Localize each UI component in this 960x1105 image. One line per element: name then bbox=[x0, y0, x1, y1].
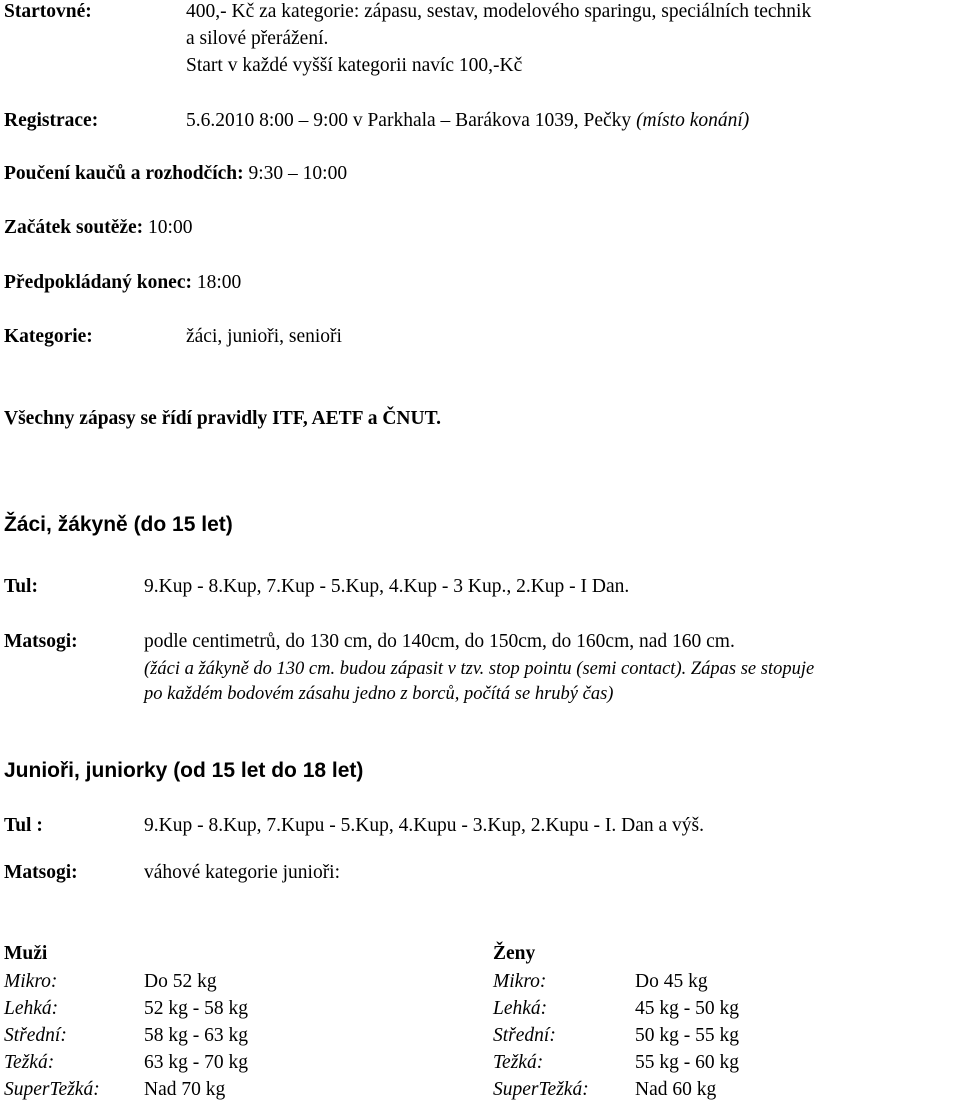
pouceni-line bbox=[4, 162, 347, 186]
kategorie-label: Kategorie: bbox=[4, 326, 93, 347]
muzi-row-value: 63 kg - 70 kg bbox=[144, 1052, 248, 1073]
juniori-tul-value: 9.Kup - 8.Kup, 7.Kupu - 5.Kup, 4.Kupu - 3.Kup, 2.Kupu - I. Dan a výš. bbox=[144, 815, 705, 836]
muzi-row-name: Težká: bbox=[4, 1052, 55, 1073]
zeny-row-value: 45 kg - 50 kg bbox=[635, 998, 739, 1019]
zaci-matsogi-label: Matsogi: bbox=[4, 631, 78, 652]
zacatek-label: Začátek soutěže: bbox=[4, 217, 144, 238]
muzi-row-name: Mikro: bbox=[4, 971, 58, 992]
muzi-row-value: 52 kg - 58 kg bbox=[144, 998, 248, 1019]
konec-label: Předpokládaný konec: bbox=[4, 272, 192, 293]
registrace-label: Registrace: bbox=[4, 110, 99, 131]
registrace-value: 5.6.2010 8:00 – 9:00 v Parkhala – Barákova 1039, Pečky bbox=[186, 110, 632, 131]
konec-value: 18:00 bbox=[196, 272, 242, 293]
zaci-note-1: (žáci a žákyně do 130 cm. budou zápasit v tzv. stop pointu (semi contact). Zápas se stopuje bbox=[144, 659, 815, 679]
zeny-row-name: Střední: bbox=[493, 1025, 556, 1046]
zeny-row-value: 55 kg - 60 kg bbox=[635, 1052, 739, 1073]
pravidla-text: Všechny zápasy se řídí pravidly ITF, AETF a ČNUT. bbox=[4, 408, 441, 429]
konec-line bbox=[4, 271, 241, 295]
pouceni-value: 9:30 – 10:00 bbox=[248, 163, 348, 184]
startovne-line-3: Start v každé vyšší kategorii navíc 100,-Kč bbox=[186, 55, 523, 76]
registrace-line bbox=[186, 109, 749, 133]
juniori-heading: Junioři, juniorky (od 15 let do 18 let) bbox=[4, 759, 364, 782]
zeny-row-name: Lehká: bbox=[493, 998, 548, 1019]
muzi-row-name: Lehká: bbox=[4, 998, 59, 1019]
zeny-row-name: Težká: bbox=[493, 1052, 544, 1073]
zaci-tul-label: Tul: bbox=[4, 576, 38, 597]
muzi-row-value: 58 kg - 63 kg bbox=[144, 1025, 248, 1046]
zeny-heading: Ženy bbox=[493, 943, 536, 964]
pouceni-label: Poučení kaučů a rozhodčích: bbox=[4, 163, 244, 184]
juniori-tul-label: Tul : bbox=[4, 815, 43, 836]
juniori-matsogi-value: váhové kategorie junioři: bbox=[144, 862, 341, 883]
kategorie-value: žáci, junioři, senioři bbox=[186, 326, 342, 347]
zacatek-line bbox=[4, 216, 192, 240]
startovne-label: Startovné: bbox=[4, 1, 92, 22]
muzi-row-name: SuperTežká: bbox=[4, 1079, 100, 1100]
startovne-line-2: a silové přerážení. bbox=[186, 28, 329, 49]
zeny-row-name: Mikro: bbox=[493, 971, 547, 992]
muzi-row-name: Střední: bbox=[4, 1025, 67, 1046]
zaci-heading: Žáci, žákyně (do 15 let) bbox=[4, 513, 233, 536]
zeny-row-name: SuperTežká: bbox=[493, 1079, 589, 1100]
registrace-note: (místo konání) bbox=[636, 110, 750, 131]
zeny-row-value: 50 kg - 55 kg bbox=[635, 1025, 739, 1046]
zacatek-value: 10:00 bbox=[148, 217, 193, 238]
juniori-matsogi-label: Matsogi: bbox=[4, 862, 78, 883]
zaci-tul-value: 9.Kup - 8.Kup, 7.Kup - 5.Kup, 4.Kup - 3 Kup., 2.Kup - I Dan. bbox=[144, 576, 630, 597]
zaci-note-2: po každém bodovém zásahu jedno z borců, počítá se hrubý čas) bbox=[144, 684, 614, 704]
zaci-matsogi-value: podle centimetrů, do 130 cm, do 140cm, do 150cm, do 160cm, nad 160 cm. bbox=[144, 631, 735, 652]
muzi-row-value: Nad 70 kg bbox=[144, 1079, 226, 1100]
startovne-line-1: 400,- Kč za kategorie: zápasu, sestav, modelového sparingu, speciálních technik bbox=[186, 1, 812, 22]
muzi-heading: Muži bbox=[4, 943, 48, 964]
zeny-row-value: Do 45 kg bbox=[635, 971, 708, 992]
zeny-row-value: Nad 60 kg bbox=[635, 1079, 717, 1100]
muzi-row-value: Do 52 kg bbox=[144, 971, 217, 992]
